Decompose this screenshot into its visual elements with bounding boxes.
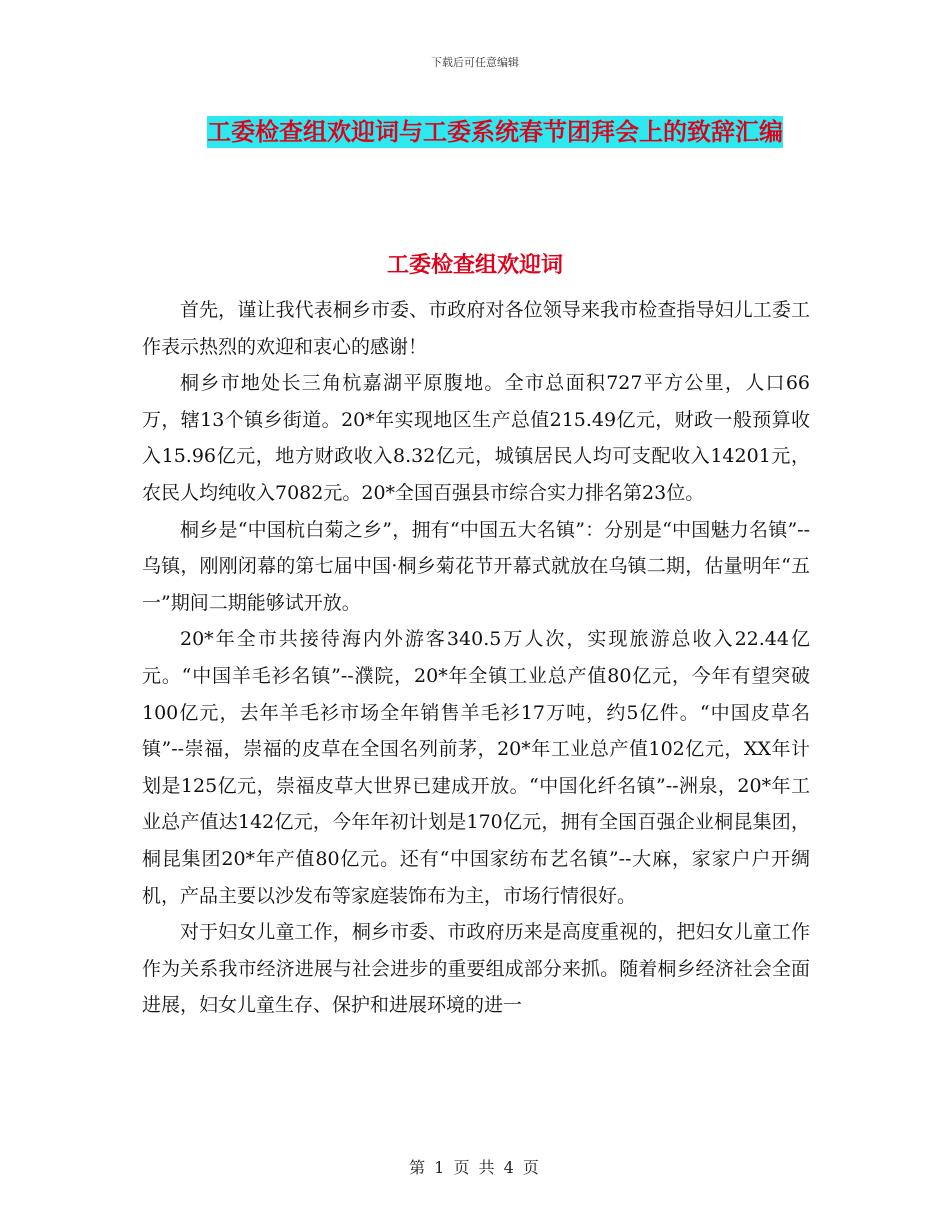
paragraph: 对于妇女儿童工作，桐乡市委、市政府历来是高度重视的，把妇女儿童工作作为关系我市经济进展与社会进步的重要组成部分来抓。随着桐乡经济社会全面进展，妇女儿童生存、保护和进展环境的进一 (142, 921, 810, 1017)
page-footer: 第 1 页 共 4 页 (409, 1158, 541, 1177)
document-title-text: 工委检查组欢迎词与工委系统春节团拜会上的致辞汇编 (207, 118, 783, 146)
paragraph: 桐乡是“中国杭白菊之乡”，拥有“中国五大名镇”：分别是“中国魅力名镇”--乌镇，刚刚闭幕的第七届中国·桐乡菊花节开幕式就放在乌镇二期，估量明年“五一”期间二期能够试开放。 (142, 518, 810, 614)
header-note: 下载后可任意编辑 (431, 56, 519, 69)
section-title: 工委检查组欢迎词 (386, 253, 563, 278)
document-title (150, 110, 840, 154)
paragraph: 首先，谨让我代表桐乡市委、市政府对各位领导来我市检查指导妇儿工委工作表示热烈的欢迎和衷心的感谢！ (142, 299, 810, 358)
body-text (142, 292, 810, 1024)
paragraph: 桐乡市地处长三角杭嘉湖平原腹地。全市总面积727平方公里，人口66万，辖13个镇乡街道。20*年实现地区生产总值215.49亿元，财政一般预算收入15.96亿元，地方财政收入8.32亿元，城镇居民人均可支配收入14201元，农民人均纯收入7082元。20*全国百强县市综合实力排名第23位。 (142, 372, 810, 504)
paragraph: 20*年全市共接待海内外游客340.5万人次，实现旅游总收入22.44亿元。“中国羊毛衫名镇”--濮院，20*年全镇工业总产值80亿元，今年有望突破100亿元，去年羊毛衫市场全年销售羊毛衫17万吨，约5亿件。“中国皮草名镇”--崇福，崇福的皮草在全国名列前茅，20*年工业总产值102亿元，XX年计划是125亿元，崇福皮草大世界已建成开放。“中国化纤名镇”--洲泉，20*年工业总产值达142亿元，今年年初计划是170亿元，拥有全国百强企业桐昆集团，桐昆集团20*年产值80亿元。还有“中国家纺布艺名镇”--大麻，家家户户开绸机，产品主要以沙发布等家庭装饰布为主，市场行情很好。 (142, 628, 810, 907)
